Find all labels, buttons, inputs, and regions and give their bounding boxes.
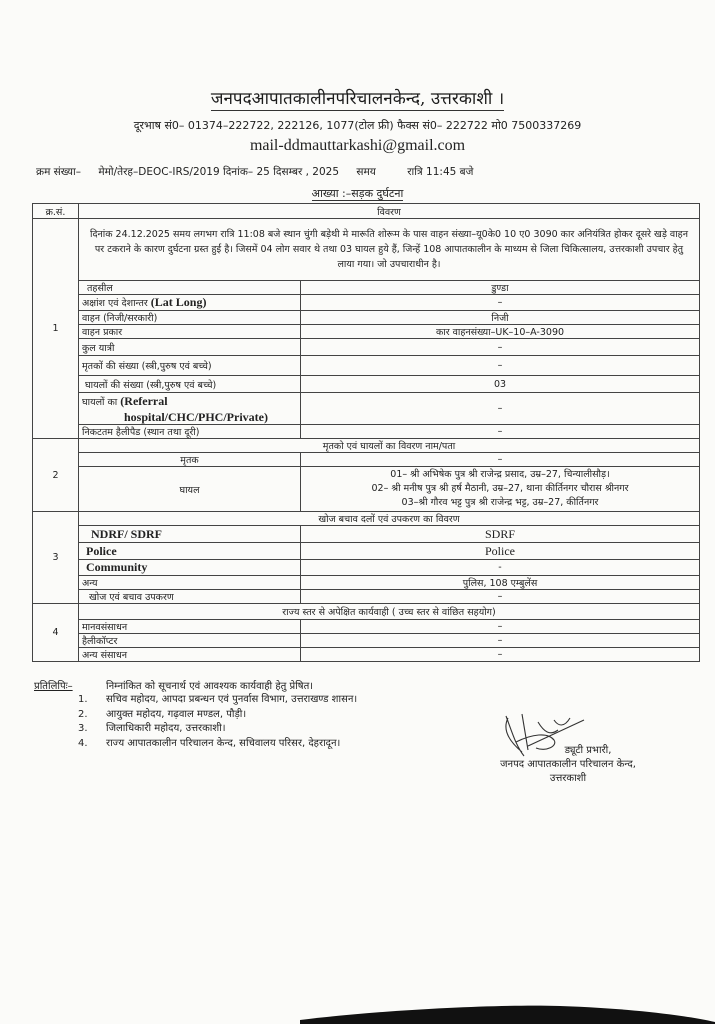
table-row [33,376,700,393]
section4-heading: राज्य स्तर से अपेक्षित कार्यवाही ( उच्च स्तर से वांछित सहयोग) [79,604,700,620]
row-label-rescue-equipment: खोज एवं बचाव उपकरण [79,590,301,604]
subject: आख्या :–सड़क दुर्घटना [311,187,404,200]
table-row [33,590,700,604]
row-label-ndrf-sdrf: NDRF/ SDRF [79,526,301,543]
injured-label: घायल [79,467,301,512]
row-label-tehsil: तहसील [79,281,301,295]
time-label: समय [356,166,376,178]
table-row [33,634,700,648]
signatory-location: उत्तरकाशी [549,773,587,784]
dead-label: मृतक [79,453,301,467]
section3-heading: खोज बचाव दलों एवं उपकरण का विवरण [79,512,700,526]
table-row [33,325,700,339]
incident-description: दिनांक 24.12.2025 समय लगभग रात्रि 11:08 बजे स्थान चुंगी बड़ेथी मे मारूति शोरूम के पास वाहन संख्या–यू0के0 10 ए0 3090 कार अनियंत्रित होकर दूसरे खड़े वाहन पर टकराने के कारण दुर्घटना ग्रस्त हुई है। जिसमें 04 लोग सवार थे तथा 03 घायल हुये हैं, जिन्हें 108 आपातकालीन के माध्यम से जिला चिकित्सालय, उत्तरकाशी उपचार हेतु लाया गया। जो उपचाराधीन है। [79,219,700,281]
table-row [33,393,700,425]
table-row [33,356,700,376]
signature-block [468,744,668,786]
row-label-vehicle-ownership: वाहन (निजी/सरकारी) [79,311,301,325]
row-value-latlong: – [301,295,700,311]
reference-line [36,165,696,179]
row-label-other: अन्य [79,576,301,590]
row-label-referral: घायलों का (Referral hospital/CHC/PHC/Private) [79,393,301,425]
copy-to-intro: निम्नांकित को सूचनार्थ एवं आवश्यक कार्यवाही हेतु प्रेषित। [106,681,314,692]
table-row [33,648,700,662]
list-item: 4. राज्य आपातकालीन परिचालन केन्द, सचिवालय परिसर, देहरादून। [78,737,341,749]
section2-heading: मृतको एवं घायलों का विवरण नाम/पता [79,439,700,453]
memo-number: मेमो/तेरह–DEOC-IRS/2019 दिनांक– 25 दिसम्बर , 2025 [98,166,340,178]
row-label-latlong: अक्षांश एवं देशान्तर (Lat Long) [79,295,301,311]
scan-shadow [300,1000,715,1024]
table-row [33,620,700,634]
injured-list [301,467,700,512]
row-value-helipad: – [301,425,700,439]
contact-phone-line: दूरभाष सं0– 01374–222722, 222126, 1077(टोल फ्री) फैक्स सं0– 222722 मो0 7500337269 [133,119,582,132]
row-value-dead-count: – [301,356,700,376]
row-label-community: Community [79,560,301,576]
row-value-ndrf-sdrf: SDRF [301,526,700,543]
row-value-vehicle-type: कार वाहनसंख्या–UK–10–A-3090 [301,325,700,339]
section3-heading-row [33,512,700,526]
table-row [33,425,700,439]
row-value-other: पुलिस, 108 एम्बुलेंस [301,576,700,590]
table-row [33,543,700,560]
office-title: जनपदआपातकालीनपरिचालनकेन्द, उत्तरकाशी । [210,89,505,109]
row-label-other-resources: अन्य संसाधन [79,648,301,662]
row-label-helicopter: हैलीकॉप्टर [79,634,301,648]
row-label-human-resources: मानवसंसाधन [79,620,301,634]
list-item: 1. सचिव महोदय, आपदा प्रबन्धन एवं पुनर्वास विभाग, उत्तराखण्ड शासन। [78,694,358,705]
table-header-row [33,204,700,219]
row-value-vehicle-ownership: निजी [301,311,700,325]
row-value-community: - [301,560,700,576]
signatory-designation: ड्यूटी प्रभारी, [564,745,612,756]
table-row [33,339,700,356]
row-value-rescue-equipment: – [301,590,700,604]
table-row [33,295,700,311]
serial-label: क्रम संख्या– [36,166,81,178]
section2-heading-row [33,439,700,453]
row-value-human-resources: – [301,620,700,634]
dead-value: – [301,453,700,467]
row-value-other-resources: – [301,648,700,662]
row-value-total-passengers: – [301,339,700,356]
row-label-police: Police [79,543,301,560]
list-item: 3. जिलाधिकारी महोदय, उत्तरकाशी। [78,723,226,734]
incident-report-table [32,203,700,662]
table-row [33,526,700,543]
row-value-tehsil: डुण्डा [301,281,700,295]
col-details-header: विवरण [79,204,700,219]
row-label-injured-count: घायलों की संख्या (स्त्री,पुरुष एवं बच्चे) [79,376,301,393]
section4-heading-row [33,604,700,620]
row-value-injured-count: 03 [301,376,700,393]
signatory-office: जनपद आपातकालीन परिचालन केन्द, [500,759,636,770]
row-label-total-passengers: कुल यात्री [79,339,301,356]
section1-number: 1 [33,219,79,439]
injured-person: 03–श्री गौरव भट्ट पुत्र श्री राजेन्द्र भट्ट, उम्र–27, कीर्तिनगर [401,497,599,508]
row-label-helipad: निकटतम हैलीपैड (स्थान तथा दूरी) [79,425,301,439]
copy-to-heading [34,678,357,692]
contact-email: mail-ddmauttarkashi@gmail.com [249,137,466,154]
table-row [33,281,700,295]
row-label-vehicle-type: वाहन प्रकार [79,325,301,339]
row-value-helicopter: – [301,634,700,648]
row-value-referral: – [301,393,700,425]
section2-number: 2 [33,439,79,512]
copy-to-label: प्रतिलिपिः– [34,681,73,692]
col-serial-header: क्र.सं. [33,204,79,219]
section4-number: 4 [33,604,79,662]
table-row [33,576,700,590]
section3-number: 3 [33,512,79,604]
table-row [33,453,700,467]
table-row [33,311,700,325]
table-row [33,467,700,512]
row-value-police: Police [301,543,700,560]
table-row [33,560,700,576]
row-label-dead-count: मृतकों की संख्या (स्त्री,पुरुष एवं बच्चे) [79,356,301,376]
section1-description-row [33,219,700,281]
injured-person: 02– श्री मनीष पुत्र श्री हर्ष मैठानी, उम्र–27, थाना कीर्तिनगर चौरास श्रीनगर [371,483,629,494]
copy-to-list [34,678,357,750]
time-value: रात्रि 11:45 बजे [407,166,474,178]
injured-person: 01– श्री अभिषेक पुत्र श्री राजेन्द्र प्रसाद, उम्र–27, चिन्यालीसौड़। [390,469,610,480]
list-item: 2. आयुक्त महोदय, गढ़वाल मण्डल, पौड़ी। [78,708,247,720]
